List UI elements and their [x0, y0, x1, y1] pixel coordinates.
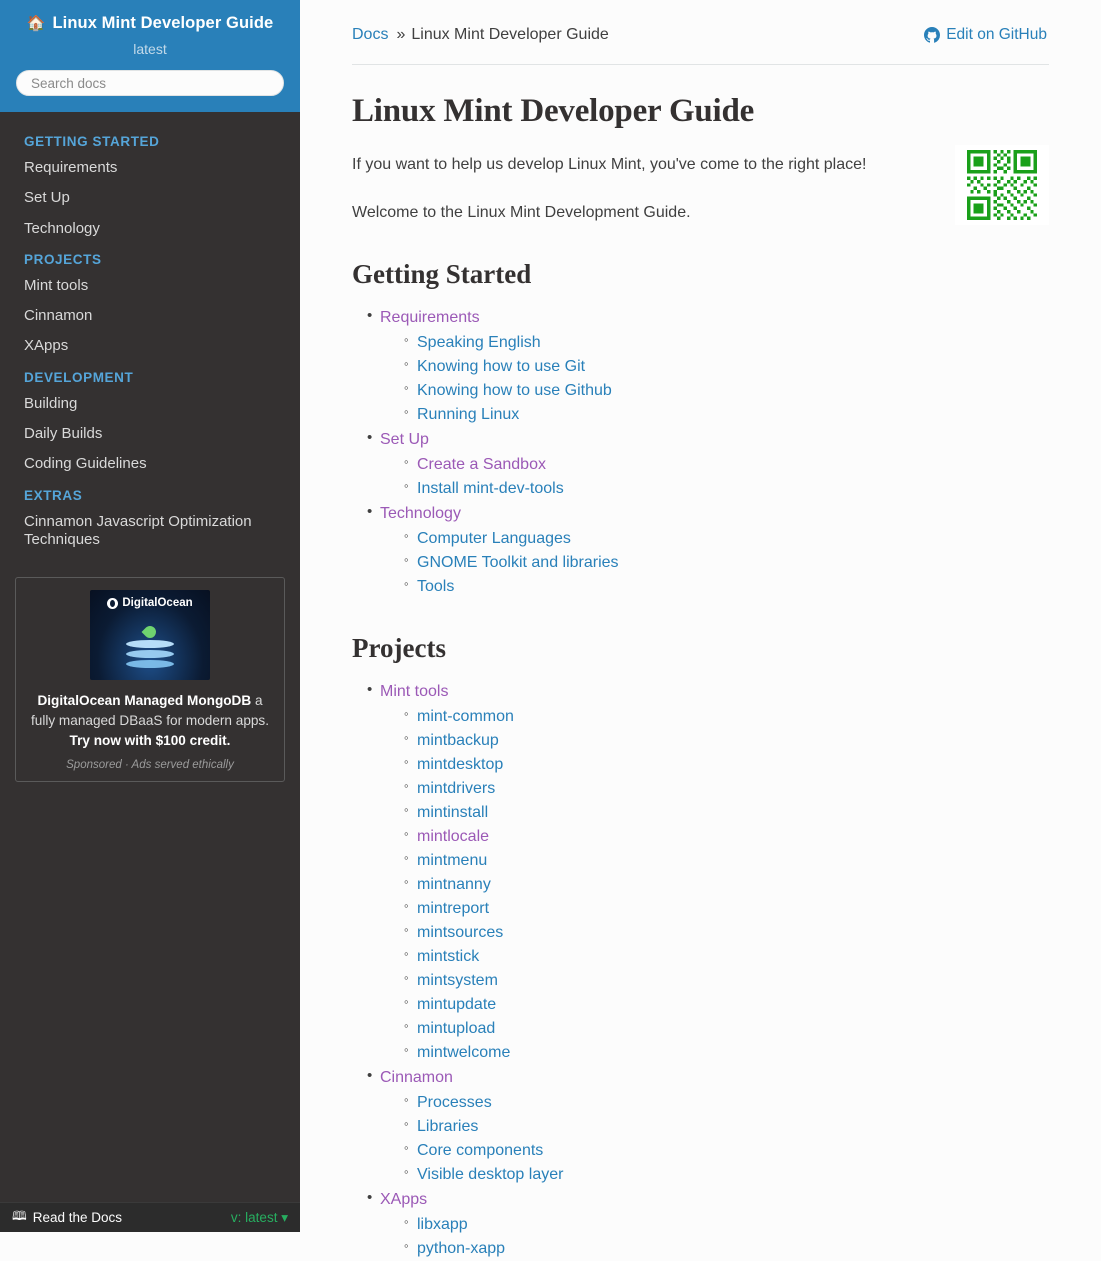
sponsor-cta: Try now with $100 credit.	[69, 732, 231, 748]
list-item	[404, 849, 1049, 873]
sponsor-logo-label: DigitalOcean	[122, 597, 193, 610]
toc-link-set-up[interactable]: Set Up	[380, 431, 429, 449]
list-item	[404, 1237, 1049, 1261]
search-input[interactable]	[16, 70, 284, 96]
nav-caption-development: DEVELOPMENT	[24, 369, 134, 385]
toc-link-mintdrivers[interactable]: mintdrivers	[417, 780, 496, 798]
list-item	[404, 1041, 1049, 1065]
list-item	[404, 969, 1049, 993]
toc-link-libxapp[interactable]: libxapp	[417, 1216, 468, 1234]
toc-link-tools[interactable]: Tools	[417, 578, 455, 596]
toc-link-mintwelcome[interactable]: mintwelcome	[417, 1044, 511, 1062]
qr-code-image	[955, 145, 1049, 225]
chevron-down-icon: ▾	[281, 1209, 288, 1225]
sidebar-item-requirements[interactable]: Requirements	[24, 159, 118, 176]
toc-link-mintinstall[interactable]: mintinstall	[417, 804, 489, 822]
header-divider	[352, 64, 1049, 65]
main-content	[300, 0, 1101, 1258]
list-item	[404, 379, 1049, 403]
list-item	[367, 428, 1049, 501]
list-item	[404, 897, 1049, 921]
list-item	[367, 1066, 1049, 1187]
list-item	[404, 993, 1049, 1017]
toc-link-requirements[interactable]: Requirements	[380, 309, 480, 327]
toc-link-knowing-how-to-use-github[interactable]: Knowing how to use Github	[417, 382, 612, 400]
toc-link-core-components[interactable]: Core components	[417, 1142, 544, 1160]
sponsor-ad-artwork	[122, 626, 178, 670]
list-item	[404, 945, 1049, 969]
toc-link-gnome-toolkit-and-libraries[interactable]: GNOME Toolkit and libraries	[417, 554, 619, 572]
edit-on-github-label: Edit on GitHub	[946, 26, 1047, 43]
sidebar-version: latest	[133, 41, 167, 57]
toc-link-mintupdate[interactable]: mintupdate	[417, 996, 497, 1014]
list-item	[404, 331, 1049, 355]
list-item	[404, 1091, 1049, 1115]
breadcrumb-docs-link[interactable]: Docs	[352, 26, 389, 43]
toc-link-mint-tools[interactable]: Mint tools	[380, 683, 449, 701]
brand-label: Linux Mint Developer Guide	[52, 14, 274, 32]
sponsor-ad-image	[90, 590, 210, 680]
toc-link-knowing-how-to-use-git[interactable]: Knowing how to use Git	[417, 358, 586, 376]
list-item	[404, 551, 1049, 575]
toc-link-mintstick[interactable]: mintstick	[417, 948, 480, 966]
list-item	[404, 729, 1049, 753]
toc-sublist-set-up	[380, 453, 1049, 501]
sponsor-headline: DigitalOcean Managed MongoDB	[37, 693, 252, 709]
droplet-icon	[107, 598, 118, 609]
toc-sublist-technology	[380, 527, 1049, 599]
toc-link-mintnanny[interactable]: mintnanny	[417, 876, 491, 894]
sponsor-ad-text	[28, 691, 272, 750]
read-the-docs-label: Read the Docs	[32, 1210, 123, 1225]
sidebar-item-coding-guidelines[interactable]: Coding Guidelines	[24, 455, 147, 473]
list-item	[404, 403, 1049, 427]
edit-on-github-link[interactable]	[924, 26, 1047, 44]
list-item	[404, 825, 1049, 849]
sidebar-item-mint-tools[interactable]: Mint tools	[24, 276, 89, 294]
sidebar-item-set-up[interactable]: Set Up	[24, 189, 70, 207]
sidebar	[0, 0, 300, 1232]
toc-link-mintmenu[interactable]: mintmenu	[417, 852, 488, 870]
toc-link-python-xapp[interactable]: python-xapp	[417, 1240, 506, 1258]
sponsor-ad[interactable]	[15, 577, 285, 782]
list-item	[404, 1139, 1049, 1163]
toc-link-mintsources[interactable]: mintsources	[417, 924, 504, 942]
sidebar-header	[0, 0, 300, 112]
sponsor-body: a fully managed DBaaS for modern apps.	[30, 693, 270, 728]
toc-sublist-cinnamon	[380, 1091, 1049, 1187]
brand-link[interactable]	[16, 14, 284, 33]
toc-link-technology[interactable]: Technology	[380, 505, 461, 523]
book-icon: 🕮	[12, 1209, 27, 1223]
toc-link-xapps[interactable]: XApps	[380, 1191, 428, 1209]
nav-caption-projects: PROJECTS	[24, 251, 102, 267]
list-item	[404, 1017, 1049, 1041]
toc-link-mintupload[interactable]: mintupload	[417, 1020, 496, 1038]
toc-link-create-a-sandbox[interactable]: Create a Sandbox	[417, 456, 546, 474]
list-item	[404, 801, 1049, 825]
sidebar-item-technology[interactable]: Technology	[24, 219, 100, 237]
toc-sublist-xapps	[380, 1213, 1049, 1261]
nav-caption-getting-started: GETTING STARTED	[24, 134, 160, 149]
toc-link-mint-common[interactable]: mint-common	[417, 708, 514, 726]
list-item	[404, 1115, 1049, 1139]
list-item	[404, 477, 1049, 501]
section-heading-getting-started: Getting Started	[352, 259, 532, 290]
list-item	[367, 680, 1049, 1065]
list-item	[404, 873, 1049, 897]
breadcrumb-separator: »	[396, 26, 406, 43]
toc-link-computer-languages[interactable]: Computer Languages	[417, 530, 571, 548]
sidebar-nav	[0, 112, 300, 555]
toc-link-processes[interactable]: Processes	[417, 1094, 492, 1112]
read-the-docs-link[interactable]	[12, 1207, 122, 1228]
list-item	[404, 527, 1049, 551]
qr-code-svg	[960, 150, 1044, 220]
sidebar-item-cinnamon[interactable]: Cinnamon	[24, 307, 93, 325]
list-item	[404, 921, 1049, 945]
list-item	[404, 1163, 1049, 1187]
toc-link-mintdesktop[interactable]: mintdesktop	[417, 756, 504, 774]
toc-link-speaking-english[interactable]: Speaking English	[417, 334, 541, 352]
sidebar-item-cinnamon-js-optimization[interactable]: Cinnamon Javascript Optimization Techniques	[24, 512, 252, 548]
breadcrumb-current: Linux Mint Developer Guide	[411, 26, 609, 43]
toc-list-getting-started	[352, 306, 1049, 599]
github-icon	[924, 27, 940, 43]
section-heading-projects: Projects	[352, 633, 446, 664]
list-item	[404, 777, 1049, 801]
list-item	[404, 355, 1049, 379]
toc-list-projects	[352, 680, 1049, 1261]
list-item	[367, 1188, 1049, 1261]
home-icon: 🏠	[26, 15, 46, 32]
list-item	[404, 753, 1049, 777]
list-item	[367, 502, 1049, 599]
toc-link-libraries[interactable]: Libraries	[417, 1118, 479, 1136]
list-item	[404, 1213, 1049, 1237]
toc-link-install-mint-dev-tools[interactable]: Install mint-dev-tools	[417, 480, 564, 498]
list-item	[404, 575, 1049, 599]
leaf-icon	[142, 624, 159, 641]
toc-link-mintlocale[interactable]: mintlocale	[417, 828, 490, 846]
sidebar-item-daily-builds[interactable]: Daily Builds	[24, 425, 103, 443]
toc-link-cinnamon[interactable]: Cinnamon	[380, 1069, 453, 1087]
sponsor-ad-footer: Sponsored · Ads served ethically	[66, 759, 234, 772]
digitalocean-logo	[90, 597, 210, 609]
list-item	[404, 705, 1049, 729]
sidebar-footer	[0, 1202, 300, 1232]
version-selector-label: v: latest	[230, 1209, 278, 1225]
breadcrumb	[300, 0, 1101, 44]
version-selector[interactable]	[231, 1210, 288, 1226]
nav-caption-extras: EXTRAS	[24, 487, 83, 503]
document-body	[300, 93, 1101, 1261]
toc-link-mintsystem[interactable]: mintsystem	[417, 972, 498, 990]
intro-paragraph-2: Welcome to the Linux Mint Development Guide.	[352, 203, 691, 221]
toc-link-visible-desktop-layer[interactable]: Visible desktop layer	[417, 1166, 564, 1184]
toc-link-mintbackup[interactable]: mintbackup	[417, 732, 499, 750]
toc-sublist-requirements	[380, 331, 1049, 427]
toc-sublist-mint-tools	[380, 705, 1049, 1065]
list-item	[367, 306, 1049, 427]
toc-link-mintreport[interactable]: mintreport	[417, 900, 490, 918]
list-item	[404, 453, 1049, 477]
intro-paragraph-1: If you want to help us develop Linux Mint, you've come to the right place!	[352, 156, 867, 173]
toc-link-running-linux[interactable]: Running Linux	[417, 406, 520, 424]
sidebar-item-xapps[interactable]: XApps	[24, 337, 69, 355]
page-title: Linux Mint Developer Guide	[352, 93, 755, 129]
sidebar-item-building[interactable]: Building	[24, 394, 78, 412]
